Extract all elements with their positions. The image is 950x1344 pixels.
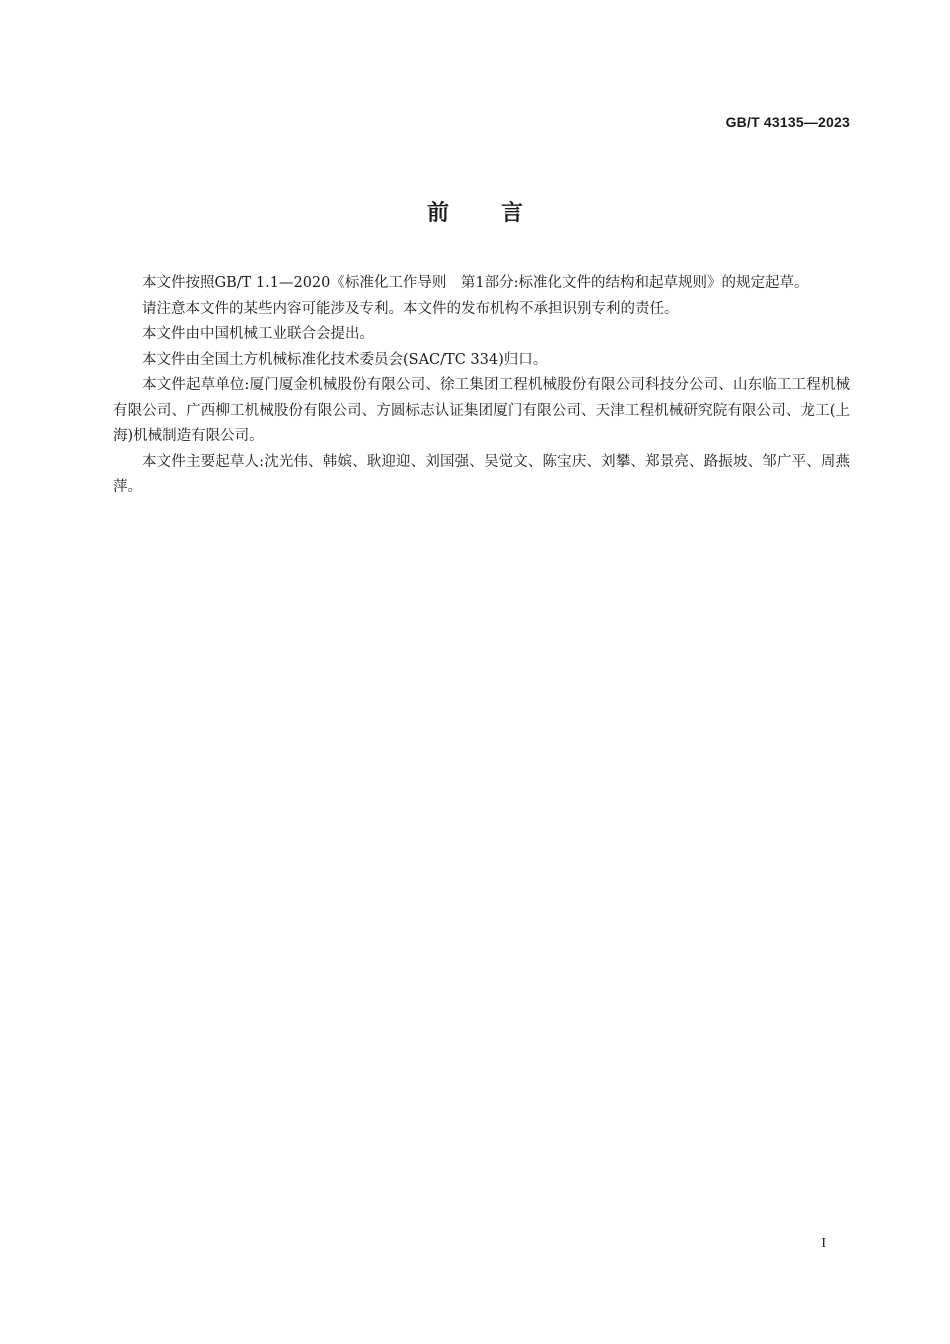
- paragraph-drafting-units: 本文件起草单位:厦门厦金机械股份有限公司、徐工集团工程机械股份有限公司科技分公司、山东临工工程机械有限公司、广西柳工机械股份有限公司、方圆标志认证集团厦门有限公司、天津工程机械研究院有限公司、龙工(上海)机械制造有限公司。: [113, 377, 850, 444]
- paragraph-proposer: 本文件由中国机械工业联合会提出。: [142, 326, 374, 342]
- paragraph-drafters: 本文件主要起草人:沈光伟、韩嫔、耿迎迎、刘国强、吴觉文、陈宝庆、刘攀、郑景亮、路振坡、邹广平、周燕萍。: [113, 453, 850, 495]
- foreword-body: [113, 271, 850, 501]
- standard-code: GB/T 43135—2023: [725, 114, 850, 130]
- paragraph-committee: 本文件由全国土方机械标准化技术委员会(SAC/TC 334)归口。: [142, 351, 548, 368]
- paragraph-patent-notice: 请注意本文件的某些内容可能涉及专利。本文件的发布机构不承担识别专利的责任。: [142, 300, 679, 317]
- page-title: 前言: [426, 201, 575, 226]
- paragraph-drafting-rules: 本文件按照GB/T 1.1—2020《标准化工作导则 第1部分:标准化文件的结构和起草规则》的规定起草。: [142, 275, 809, 291]
- page-number: I: [821, 1236, 826, 1251]
